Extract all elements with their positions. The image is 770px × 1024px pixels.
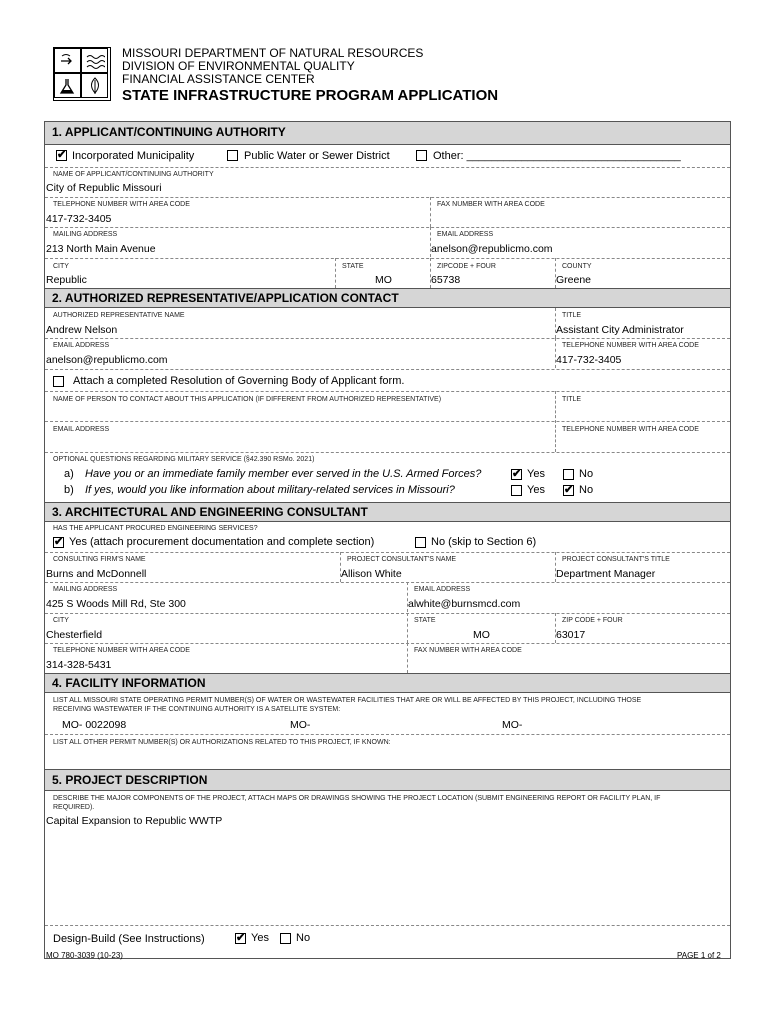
applicant-county-label: COUNTY: [562, 263, 592, 270]
header-center: FINANCIAL ASSISTANCE CENTER: [122, 72, 315, 86]
contact-title-label: TITLE: [562, 396, 582, 403]
procured-yes-label: Yes (attach procurement documentation and complete section): [69, 536, 375, 548]
attach-resolution-checkbox[interactable]: [53, 376, 64, 387]
other-permits-label: LIST ALL OTHER PERMIT NUMBER(S) OR AUTHORIZATIONS RELATED TO THIS PROJECT, IF KNOWN:: [53, 739, 391, 746]
consultant-title-field[interactable]: Department Manager: [556, 568, 656, 580]
question-a-yes-label: Yes: [527, 468, 545, 480]
procured-label: HAS THE APPLICANT PROCURED ENGINEERING SERVICES?: [53, 525, 258, 532]
permit-label-line-1: LIST ALL MISSOURI STATE OPERATING PERMIT NUMBER(S) OF WATER OR WASTEWATER FACILITIES THAT ARE OR WILL BE AFFECTED BY THIS PROJECT, INCLUDING THOSE: [53, 697, 642, 704]
firm-name-field[interactable]: Burns and McDonnell: [46, 568, 147, 580]
consultant-city-field[interactable]: Chesterfield: [46, 629, 103, 641]
description-label-line-2: REQUIRED).: [53, 804, 95, 811]
rep-email-field[interactable]: anelson@republicmo.com: [46, 354, 168, 366]
other-label: Other: ___________________________________: [433, 150, 681, 162]
question-a-text: Have you or an immediate family member ever served in the U.S. Armed Forces?: [85, 468, 482, 480]
applicant-city-field[interactable]: Republic: [46, 274, 87, 286]
question-b-yes-label: Yes: [527, 484, 545, 496]
question-b-no-checkbox[interactable]: ✔: [564, 484, 574, 496]
consultant-name-label: PROJECT CONSULTANT'S NAME: [347, 556, 457, 563]
consultant-mail-field[interactable]: 425 S Woods Mill Rd, Ste 300: [46, 598, 186, 610]
consultant-mail-label: MAILING ADDRESS: [53, 586, 118, 593]
design-build-yes-label: Yes: [251, 932, 269, 944]
form-number: MO 780-3039 (10-23): [46, 951, 123, 960]
design-build-label: Design-Build (See Instructions): [53, 933, 205, 945]
applicant-tel-field[interactable]: 417-732-3405: [46, 213, 112, 225]
applicant-email-field[interactable]: anelson@republicmo.com: [431, 243, 553, 255]
section-2-heading: 2. AUTHORIZED REPRESENTATIVE/APPLICATION CONTACT: [45, 288, 730, 308]
section-5-heading: 5. PROJECT DESCRIPTION: [45, 769, 730, 791]
consultant-state-field[interactable]: MO: [473, 629, 490, 641]
question-a-yes-checkbox[interactable]: ✔: [512, 468, 522, 480]
rep-name-label: AUTHORIZED REPRESENTATIVE NAME: [53, 312, 185, 319]
description-field[interactable]: Capital Expansion to Republic WWTP: [46, 815, 223, 827]
procured-yes-checkbox[interactable]: ✔: [54, 536, 64, 548]
question-b-letter: b): [64, 484, 74, 496]
applicant-zip-field[interactable]: 65738: [431, 274, 461, 286]
consultant-city-label: CITY: [53, 617, 69, 624]
procured-no-label: No (skip to Section 6): [431, 536, 537, 548]
public-water-district-checkbox[interactable]: [227, 150, 238, 161]
question-b-yes-checkbox[interactable]: [511, 485, 522, 496]
applicant-name-field[interactable]: City of Republic Missouri: [46, 182, 162, 194]
applicant-tel-label: TELEPHONE NUMBER WITH AREA CODE: [53, 201, 190, 208]
question-a-no-label: No: [579, 468, 594, 480]
consultant-tel-label: TELEPHONE NUMBER WITH AREA CODE: [53, 647, 190, 654]
header-dept: MISSOURI DEPARTMENT OF NATURAL RESOURCES: [122, 46, 424, 60]
rep-tel-field[interactable]: 417-732-3405: [556, 354, 622, 366]
application-form: [44, 121, 731, 959]
design-build-no-checkbox[interactable]: [280, 933, 291, 944]
firm-name-label: CONSULTING FIRM'S NAME: [53, 556, 146, 563]
consultant-zip-field[interactable]: 63017: [556, 629, 586, 641]
leaf-icon: [81, 73, 108, 98]
incorporated-municipality-label: Incorporated Municipality: [72, 150, 195, 162]
applicant-name-label: NAME OF APPLICANT/CONTINUING AUTHORITY: [53, 171, 214, 178]
water-icon: [81, 48, 108, 73]
applicant-mail-field[interactable]: 213 North Main Avenue: [46, 243, 156, 255]
permit-field-1[interactable]: MO- 0022098: [62, 719, 127, 731]
consultant-tel-field[interactable]: 314-328-5431: [46, 659, 112, 671]
design-build-no-label: No: [296, 932, 311, 944]
permit-field-2[interactable]: MO-: [290, 719, 311, 731]
question-a-letter: a): [64, 468, 74, 480]
military-label: OPTIONAL QUESTIONS REGARDING MILITARY SERVICE (§42.390 RSMo. 2021): [53, 456, 315, 463]
consultant-fax-label: FAX NUMBER WITH AREA CODE: [414, 647, 522, 654]
applicant-fax-label: FAX NUMBER WITH AREA CODE: [437, 201, 545, 208]
question-b-text: If yes, would you like information about military-related services in Missouri?: [85, 484, 455, 496]
public-water-district-label: Public Water or Sewer District: [244, 150, 390, 162]
applicant-email-label: EMAIL ADDRESS: [437, 231, 494, 238]
permit-field-3[interactable]: MO-: [502, 719, 523, 731]
applicant-city-label: CITY: [53, 263, 69, 270]
lab-flask-icon: [54, 73, 81, 98]
description-label-line-1: DESCRIBE THE MAJOR COMPONENTS OF THE PROJECT, ATTACH MAPS OR DRAWINGS SHOWING THE PROJECT LOCATION (SUBMIT ENGINEERING REPORT OR FACILITY PLAN, IF: [53, 795, 661, 802]
consultant-email-label: EMAIL ADDRESS: [414, 586, 471, 593]
applicant-mail-label: MAILING ADDRESS: [53, 231, 118, 238]
attach-resolution-label: Attach a completed Resolution of Governing Body of Applicant form.: [73, 375, 405, 387]
applicant-state-field[interactable]: MO: [375, 274, 392, 286]
rep-name-field[interactable]: Andrew Nelson: [46, 324, 118, 336]
applicant-county-field[interactable]: Greene: [556, 274, 592, 286]
dnr-logo: [53, 47, 111, 101]
header-division: DIVISION OF ENVIRONMENTAL QUALITY: [122, 59, 355, 73]
contact-email-label: EMAIL ADDRESS: [53, 426, 110, 433]
consultant-state-label: STATE: [414, 617, 436, 624]
rep-tel-label: TELEPHONE NUMBER WITH AREA CODE: [562, 342, 699, 349]
contact-tel-label: TELEPHONE NUMBER WITH AREA CODE: [562, 426, 699, 433]
other-checkbox[interactable]: [416, 150, 427, 161]
question-a-no-checkbox[interactable]: [563, 469, 574, 480]
procured-no-checkbox[interactable]: [415, 537, 426, 548]
page-title: STATE INFRASTRUCTURE PROGRAM APPLICATION: [122, 87, 499, 104]
incorporated-municipality-checkbox[interactable]: ✔: [57, 149, 67, 161]
applicant-state-label: STATE: [342, 263, 364, 270]
section-3-heading: 3. ARCHITECTURAL AND ENGINEERING CONSULTANT: [45, 502, 730, 522]
section-4-heading: 4. FACILITY INFORMATION: [45, 673, 730, 693]
rep-email-label: EMAIL ADDRESS: [53, 342, 110, 349]
page-number: PAGE 1 of 2: [677, 951, 721, 960]
question-b-no-label: No: [579, 484, 594, 496]
consultant-name-field[interactable]: Allison White: [341, 568, 402, 580]
consultant-title-label: PROJECT CONSULTANT'S TITLE: [562, 556, 670, 563]
rep-title-label: TITLE: [562, 312, 582, 319]
applicant-zip-label: ZIPCODE + FOUR: [437, 263, 496, 270]
design-build-yes-checkbox[interactable]: ✔: [236, 932, 246, 944]
rep-title-field[interactable]: Assistant City Administrator: [556, 324, 684, 336]
consultant-zip-label: ZIP CODE + FOUR: [562, 617, 623, 624]
consultant-email-field[interactable]: alwhite@burnsmcd.com: [408, 598, 521, 610]
section-1-heading: 1. APPLICANT/CONTINUING AUTHORITY: [45, 122, 730, 145]
air-icon: [54, 48, 81, 73]
permit-label-line-2: RECEIVING WASTEWATER IF THE CONTINUING AUTHORITY IS A SATELLITE SYSTEM:: [53, 706, 341, 713]
contact-name-label: NAME OF PERSON TO CONTACT ABOUT THIS APPLICATION (IF DIFFERENT FROM AUTHORIZED REPRESENTATIVE): [53, 396, 442, 403]
